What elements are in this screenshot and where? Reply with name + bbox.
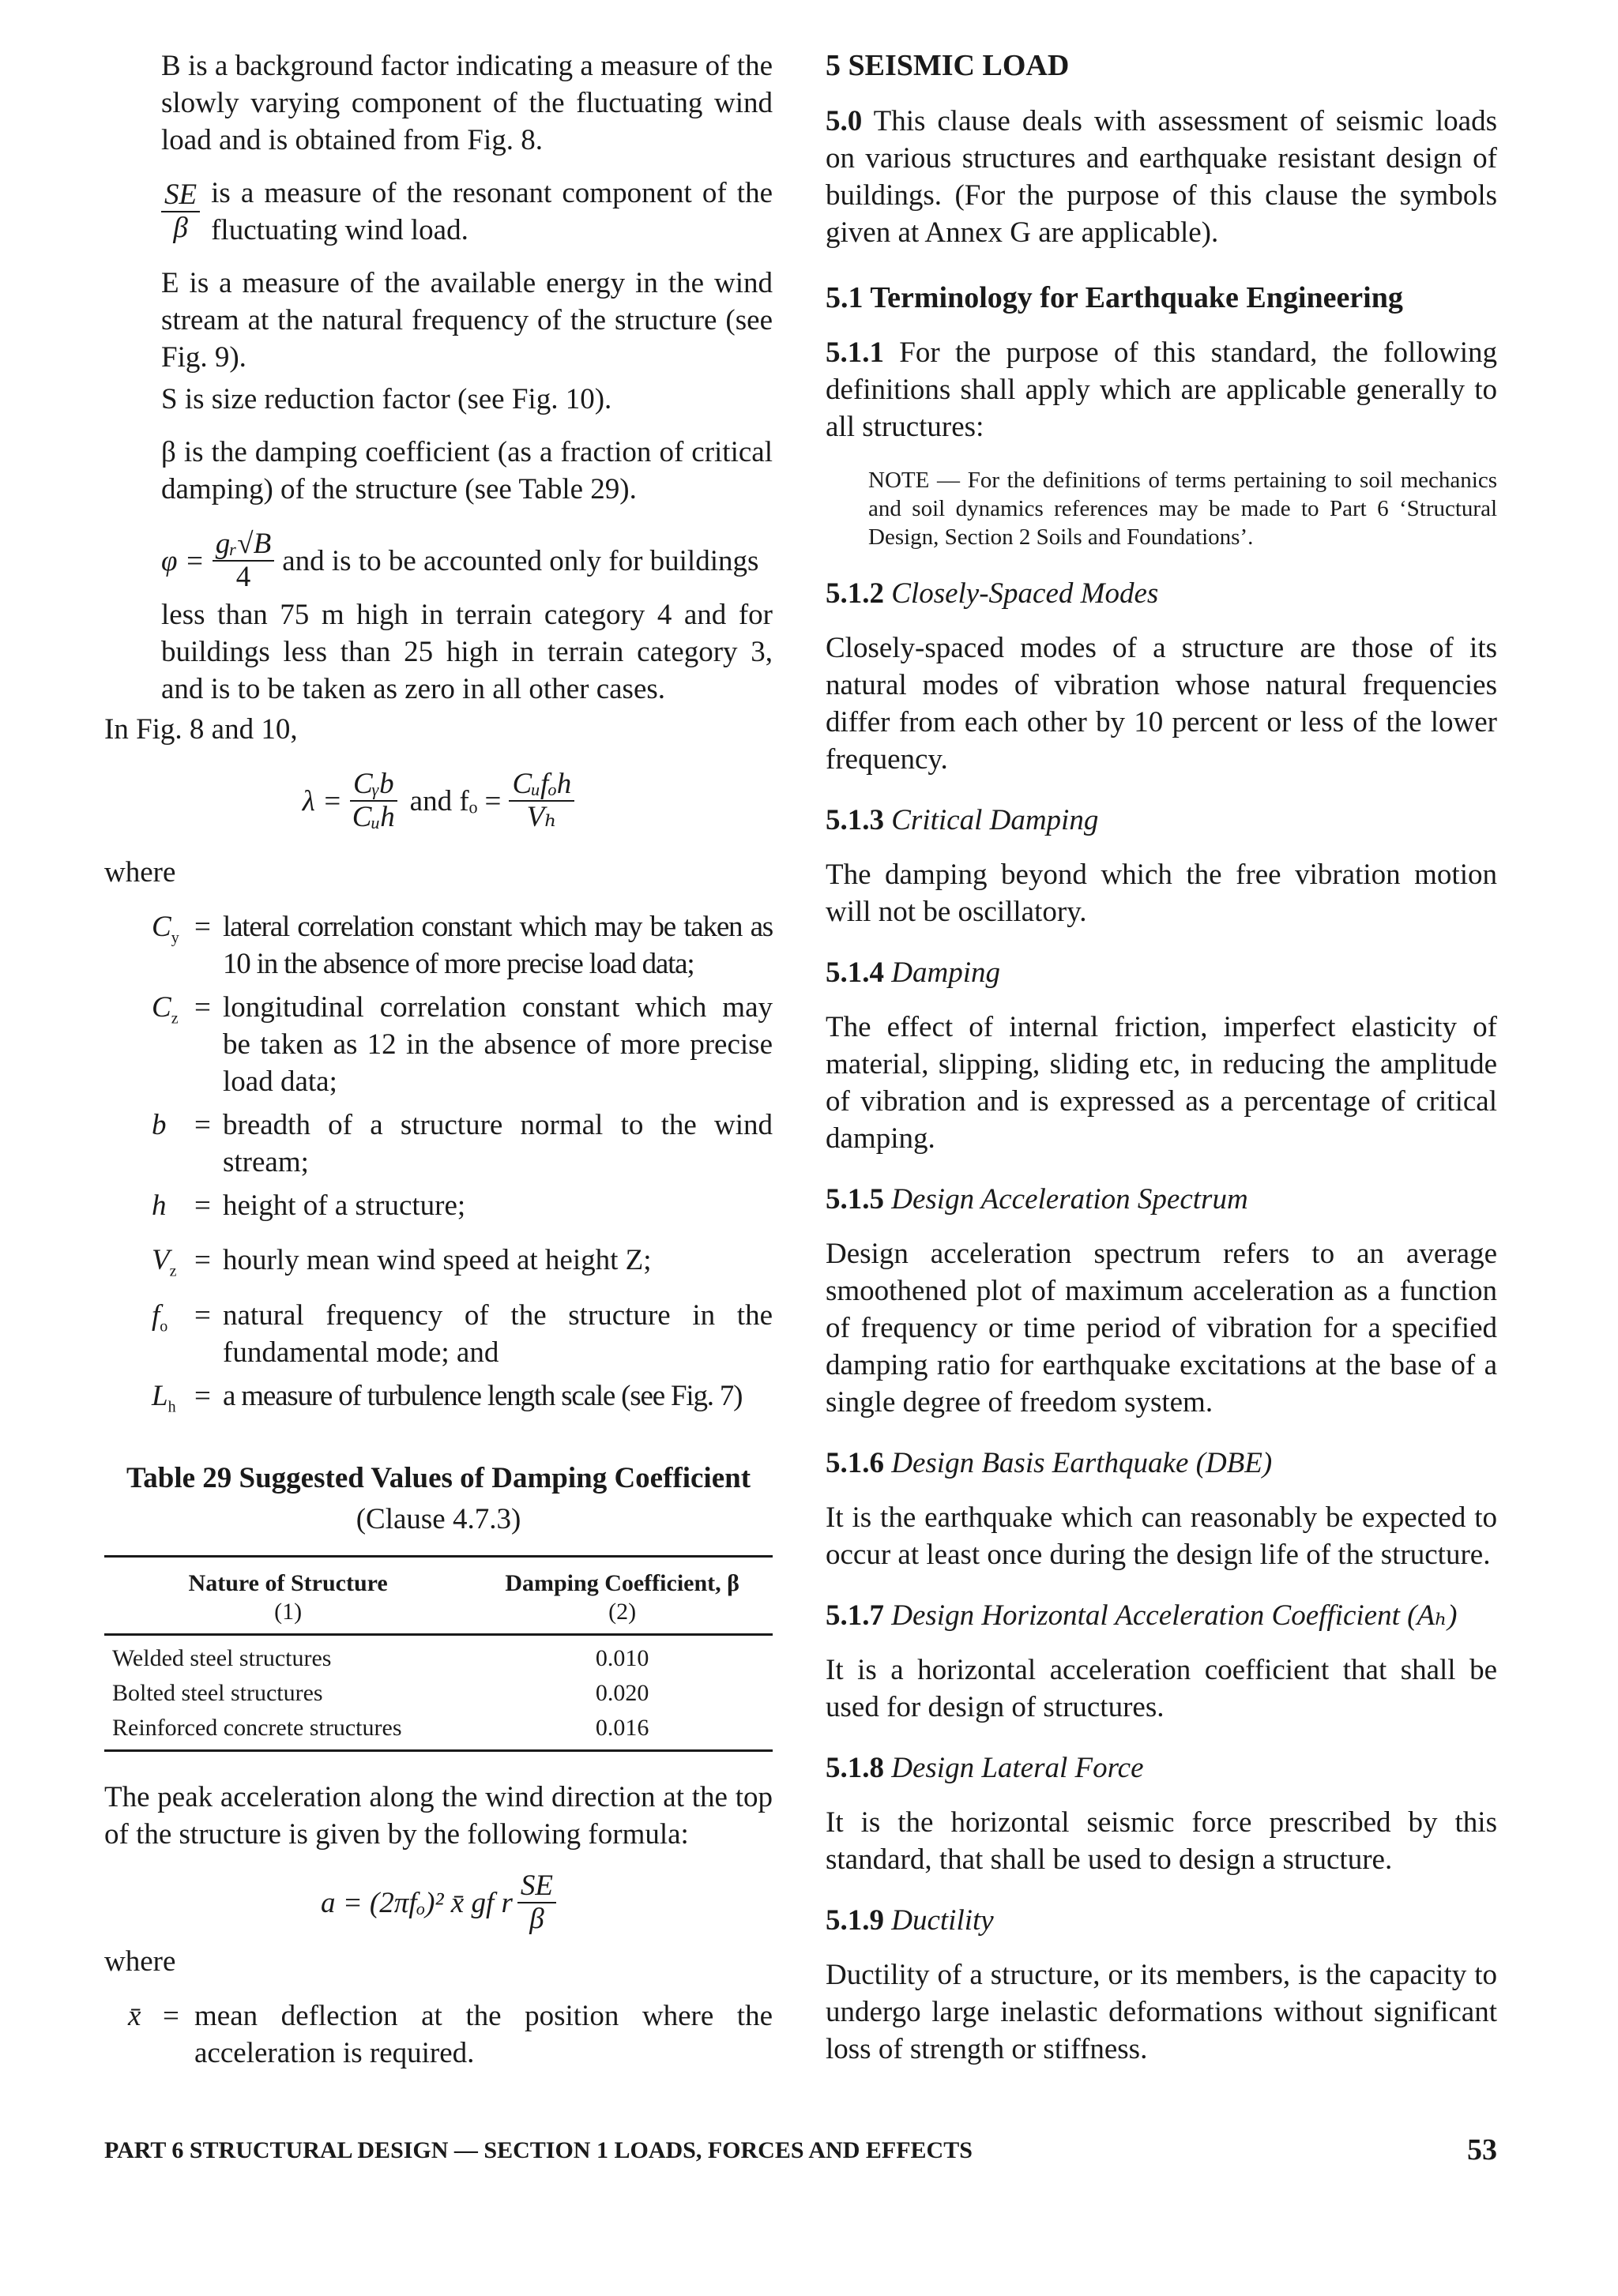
symbol-definitions bbox=[152, 908, 773, 1426]
para-peak-acceleration: The peak acceleration along the wind direction at the top of the structure is given by the following formula: bbox=[104, 1781, 773, 1851]
para-resonant-component: $\frac{SE}{\beta}$ is a measure of the resonant component of the fluctuating wind load. bbox=[104, 175, 773, 249]
left-column bbox=[104, 47, 773, 2078]
para-background-factor: B is a background factor indicating a measure of the slowly varying component of the fluctuating wind load and is obtained from Fig. 8. bbox=[161, 50, 773, 156]
right-column bbox=[826, 47, 1497, 2068]
fraction-se-beta: $\frac{SE}{\beta}$ bbox=[161, 179, 200, 244]
definition-item: 5.1.6 Design Basis Earthquake (DBE) It is the earthquake which can reasonably be expected to occur at least once during the design life of the structure. bbox=[826, 1447, 1497, 1571]
table-header-damping: Damping Coefficient, β bbox=[472, 1557, 773, 1599]
table-row: Reinforced concrete structures 0.016 bbox=[104, 1710, 773, 1751]
definition-row: b = breadth of a structure normal to the wind stream; bbox=[152, 1109, 773, 1178]
table-row: Welded steel structures 0.010 bbox=[112, 1645, 649, 1672]
definition-item: 5.1.3 Critical Damping The damping beyond which the free vibration motion will not be oscillatory. bbox=[826, 804, 1497, 928]
definition-item: 5.1.8 Design Lateral Force It is the horizontal seismic force prescribed by this standard, that shall be used to design a structure. bbox=[826, 1752, 1497, 1876]
fraction-phi: $\frac{\text{gᵣ√B}}{4}$ bbox=[213, 528, 275, 593]
table-colnum-1: (1) bbox=[104, 1598, 472, 1635]
note-soil-mechanics: NOTE — For the definitions of terms pertaining to soil mechanics and soil dynamics references may be made to Part 6 ‘Structural Design, Section 2 Soils and Foundations’. bbox=[868, 468, 1497, 550]
definition-row: $V_z$ = hourly mean wind speed at height Z; bbox=[152, 1244, 652, 1280]
para-energy: E is a measure of the available energy in the wind stream at the natural frequency of the structure (see Fig. 9). bbox=[161, 267, 773, 374]
para-terrain-condition: less than 75 m high in terrain category 4 and for buildings less than 25 high in terrain category 3, and is to be taken as zero in all other cases. bbox=[161, 599, 773, 705]
para-damping-coefficient: β is the damping coefficient (as a fraction of critical damping) of the structure (see Table 29). bbox=[161, 436, 773, 505]
table-row: Bolted steel structures 0.020 bbox=[112, 1680, 649, 1707]
fraction-accel: $\frac{SE}{\beta}$ bbox=[517, 1870, 556, 1935]
definition-row: $C_y$ = lateral correlation constant which may be taken as 10 in the absence of more precise load data; bbox=[152, 911, 773, 980]
definition-item: 5.1.7 Design Horizontal Acceleration Coefficient (Aₕ) It is a horizontal acceleration coefficient that shall be used for design of structures. bbox=[826, 1599, 1497, 1723]
definition-row: $f_o$ = natural frequency of the structure in the fundamental mode; and bbox=[152, 1298, 773, 1369]
footer-title: PART 6 STRUCTURAL DESIGN — SECTION 1 LOADS, FORCES AND EFFECTS bbox=[104, 2137, 973, 2163]
lambda-equation: λ = $\frac{\text{Cᵧb}}{\text{Cᵤh}}$ and fₒ = $\frac{\text{Cᵤfₒh}}{\text{Vₕ}}$ bbox=[104, 768, 773, 833]
xbar-definition: x̄ = mean deflection at the position where the acceleration is required. bbox=[128, 2000, 773, 2070]
definition-row: $C_z$ = longitudinal correlation constant which may be taken as 12 in the absence of more precise load data; bbox=[152, 991, 773, 1098]
definition-item: 5.1.9 Ductility Ductility of a structure, or its members, is the capacity to undergo large inelastic deformations without significant loss of strength or stiffness. bbox=[826, 1904, 1497, 2065]
para-5-0: 5.0 This clause deals with assessment of seismic loads on various structures and earthquake resistant design of buildings. (For the purpose of this clause the symbols given at Annex G are applicable). bbox=[826, 105, 1497, 249]
where-label-2: where bbox=[104, 1945, 176, 1978]
definition-item: 5.1.2 Closely-Spaced Modes Closely-spaced modes of a structure are those of its natural modes of vibration whose natural frequencies differ from each other by 10 percent or less of the lower frequency. bbox=[826, 577, 1497, 776]
definition-row: $L_h$ = a measure of turbulence length scale (see Fig. 7) bbox=[152, 1379, 743, 1416]
para-5-1-1: 5.1.1 For the purpose of this standard, the following definitions shall apply which are applicable generally to all structures: bbox=[826, 336, 1498, 443]
para-in-fig: In Fig. 8 and 10, bbox=[104, 713, 298, 746]
table-29-clause: (Clause 4.7.3) bbox=[356, 1503, 521, 1536]
subsection-5-1: 5.1 Terminology for Earthquake Engineering bbox=[826, 281, 1403, 314]
fraction-lambda: $\frac{\text{Cᵧb}}{\text{Cᵤh}}$ bbox=[350, 768, 397, 833]
definition-row: h = height of a structure; bbox=[152, 1189, 466, 1222]
para-size-reduction: S is size reduction factor (see Fig. 10). bbox=[161, 383, 612, 415]
table-29-title: Table 29 Suggested Values of Damping Coefficient bbox=[126, 1462, 751, 1495]
section-heading: 5 SEISMIC LOAD bbox=[826, 49, 1070, 82]
definition-item: 5.1.5 Design Acceleration Spectrum Design acceleration spectrum refers to an average smoothened plot of maximum acceleration as a function of frequency or time period of vibration for a specified damping ratio for earthquake excitations at the base of a single degree of freedom system. bbox=[826, 1183, 1497, 1419]
damping-table bbox=[104, 1555, 773, 1752]
definition-item: 5.1.4 Damping The effect of internal friction, imperfect elasticity of material, slipping, sliding etc, in reducing the amplitude of vibration and is expressed as a percentage of critical damping. bbox=[826, 956, 1497, 1155]
fraction-fo: $\frac{\text{Cᵤfₒh}}{\text{Vₕ}}$ bbox=[509, 768, 574, 833]
where-label-1: where bbox=[104, 856, 176, 889]
page-footer bbox=[104, 2133, 1497, 2166]
acceleration-equation: a = (2πfₒ)² x̄ gf r $\frac{SE}{\beta}$ bbox=[104, 1870, 773, 1935]
table-colnum-2: (2) bbox=[472, 1598, 773, 1635]
page-number: 53 bbox=[1467, 2133, 1497, 2166]
phi-equation: φ = $\frac{\text{gᵣ√B}}{4}$ and is to be accounted only for buildings bbox=[161, 528, 759, 593]
table-header-nature: Nature of Structure bbox=[104, 1557, 472, 1599]
